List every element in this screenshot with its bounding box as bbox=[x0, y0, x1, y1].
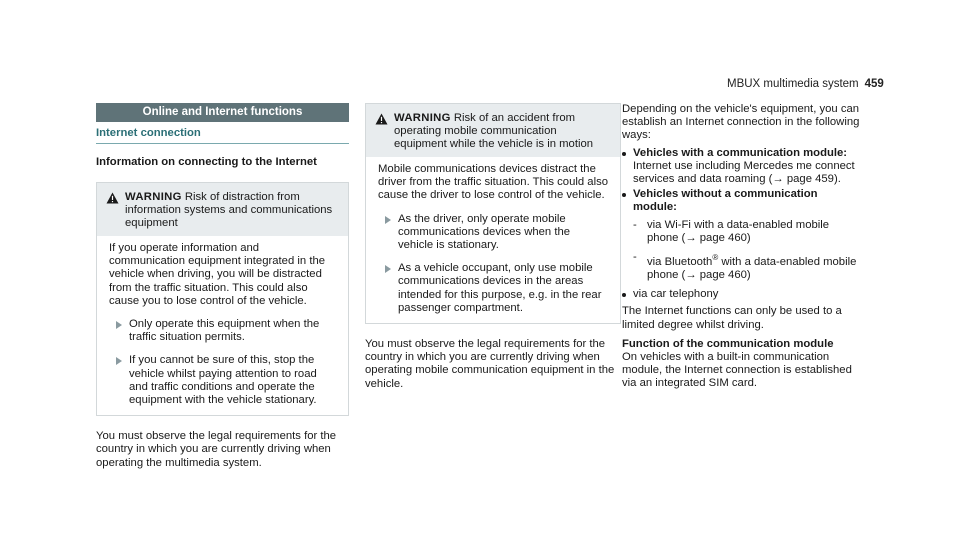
legal-paragraph: You must observe the legal requirements for the country in which you are currently driving when operating the multimedia system. bbox=[96, 430, 337, 469]
step-arrow-icon bbox=[116, 357, 122, 365]
module-paragraph: On vehicles with a built-in communication module, the Internet connection is established via an integrated SIM card. bbox=[622, 351, 852, 390]
warning-step bbox=[378, 213, 608, 253]
list-item bbox=[622, 147, 862, 187]
sub-list bbox=[633, 219, 862, 283]
arrow-icon: → bbox=[685, 269, 697, 281]
column-left bbox=[96, 103, 349, 470]
sub-list-item bbox=[633, 251, 862, 282]
warning-header bbox=[366, 104, 620, 157]
bullet-icon bbox=[622, 152, 626, 156]
legal-paragraph: You must observe the legal requirements for the country in which you are currently driving when operating mobile communication equipment in the vehicle. bbox=[365, 338, 615, 390]
warning-icon bbox=[106, 192, 119, 204]
warning-step bbox=[378, 262, 608, 315]
manual-title: MBUX multimedia system bbox=[727, 78, 859, 90]
arrow-icon: → bbox=[772, 173, 784, 186]
step-arrow-icon bbox=[385, 216, 391, 224]
reference-text: page 460) bbox=[699, 269, 751, 281]
bullet-icon bbox=[622, 193, 626, 197]
item-text: via Bluetooth bbox=[647, 255, 713, 268]
warning-body bbox=[97, 236, 348, 415]
warning-text: Mobile communications devices distract the driver from the traffic situation. This could also cause the driver to lose control of the vehicle. bbox=[378, 163, 609, 202]
warning-step bbox=[109, 318, 336, 344]
page-reference-link[interactable] bbox=[685, 232, 750, 244]
warning-text: If you operate information and communication equipment integrated in the vehicle when driving, you will be distracted from the traffic situation. This could also cause you to lose control of the vehicle. bbox=[109, 242, 326, 307]
step-arrow-icon bbox=[116, 321, 122, 329]
step-text: As the driver, only operate mobile communications devices when the vehicle is stationary. bbox=[398, 212, 571, 252]
connection-list bbox=[622, 147, 862, 302]
section-title: Online and Internet functions bbox=[96, 103, 349, 122]
item-text: via Wi-Fi with a data-enabled mobile phone ( bbox=[647, 218, 830, 244]
reference-text: page 460) bbox=[699, 231, 751, 244]
reference-text: page 459). bbox=[786, 173, 841, 186]
bullet-icon bbox=[622, 293, 626, 297]
item-text: via car telephony bbox=[633, 288, 719, 301]
item-title: Vehicles with a communication module: bbox=[633, 146, 848, 159]
module-heading: Function of the communication module bbox=[622, 337, 834, 350]
item-text: with a data-enabled mobile phone ( bbox=[647, 255, 857, 281]
warning-icon bbox=[375, 113, 388, 125]
warning-box bbox=[96, 182, 349, 416]
item-text: Internet use including Mercedes me connect services and data roaming ( bbox=[633, 159, 855, 186]
step-text: If you cannot be sure of this, stop the vehicle whilst paying attention to road and traffic conditions and operate the equipment with the vehicle stationary. bbox=[129, 354, 317, 407]
heading: Information on connecting to the Internet bbox=[96, 156, 317, 168]
warning-step bbox=[109, 354, 336, 407]
step-arrow-icon bbox=[385, 265, 391, 273]
step-text: As a vehicle occupant, only use mobile communications devices in the areas intended for this purpose, e.g. in the rear passenger compartment. bbox=[398, 262, 602, 314]
column-middle bbox=[365, 103, 621, 391]
warning-header bbox=[97, 183, 348, 236]
column-right bbox=[622, 103, 862, 391]
warning-box bbox=[365, 103, 621, 324]
registered-mark: ® bbox=[712, 253, 719, 263]
page-header bbox=[727, 78, 884, 90]
restriction-paragraph: The Internet functions can only be used to a limited degree whilst driving. bbox=[622, 305, 842, 331]
warning-body bbox=[366, 157, 620, 323]
warning-title: Risk of an accident from operating mobile communication equipment while the vehicle is in motion bbox=[394, 112, 594, 150]
page-reference-link[interactable] bbox=[772, 173, 840, 185]
item-title: Vehicles without a communication module: bbox=[633, 188, 818, 214]
page-number: 459 bbox=[864, 78, 884, 90]
arrow-icon: → bbox=[685, 231, 697, 244]
subheading: Internet connection bbox=[96, 127, 349, 144]
list-item bbox=[622, 288, 862, 301]
dash-marker: - bbox=[633, 251, 637, 264]
intro-paragraph: Depending on the vehicle's equipment, you can establish an Internet connection in the following ways: bbox=[622, 103, 860, 142]
dash-marker: - bbox=[633, 218, 637, 231]
list-item bbox=[622, 188, 862, 282]
warning-label: WARNING bbox=[394, 112, 451, 124]
page-reference-link[interactable] bbox=[685, 269, 750, 281]
warning-label: WARNING bbox=[125, 191, 182, 203]
warning-title: Risk of distraction from information systems and communications equipment bbox=[125, 191, 333, 229]
sub-list-item bbox=[633, 219, 862, 245]
step-text: Only operate this equipment when the traffic situation permits. bbox=[129, 318, 320, 344]
